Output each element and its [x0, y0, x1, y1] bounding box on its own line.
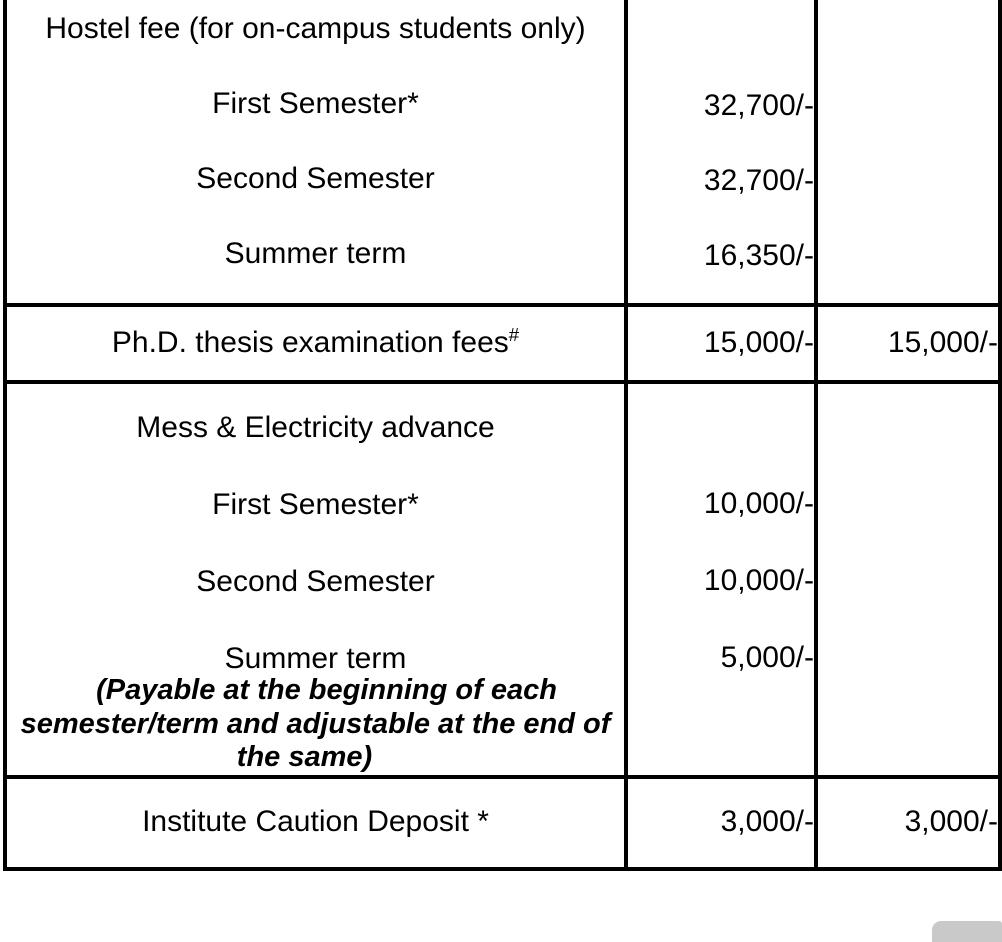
cell-label-phd-thesis-examination-fees — [5, 305, 626, 382]
footnote-hash-marker: # — [508, 324, 520, 345]
row-mess-label-line-1: First Semester* — [212, 488, 419, 521]
row-hostel-label-line-2: Second Semester — [196, 162, 435, 195]
row-hostel-amount1-line-2: 16,350/- — [703, 239, 814, 272]
row-deposit-label-line-0: Institute Caution Deposit * — [142, 804, 489, 838]
row-mess-amount1-line-0: 10,000/- — [703, 487, 814, 520]
row-phd-label-line-0 — [7, 307, 624, 380]
cell-amount-col1-hostel-fee — [626, 0, 816, 305]
row-hostel-label-line-1: First Semester* — [212, 87, 419, 120]
table-row-mess-electricity-advance — [5, 382, 1000, 777]
row-hostel-amount1-line-1: 32,700/- — [703, 164, 814, 197]
row-phd-amount1-line-0: 15,000/- — [703, 326, 814, 359]
row-phd-label-text: Ph.D. thesis examination fees — [111, 326, 509, 359]
table-row-phd-thesis-examination-fees — [5, 305, 1000, 382]
cell-amount-col2-phd-thesis-examination-fees — [816, 305, 1000, 382]
row-hostel-label-line-3: Summer term — [224, 237, 407, 270]
row-mess-label-line-3: Summer term — [224, 642, 407, 675]
cell-amount-col2-hostel-fee — [816, 0, 1000, 305]
row-phd-amount2-line-0: 15,000/- — [887, 326, 998, 359]
row-hostel-label-line-0: Hostel fee (for on-campus students only) — [45, 12, 586, 45]
row-deposit-amount1-line-0: 3,000/- — [720, 804, 814, 838]
row-mess-label-line-0: Mess & Electricity advance — [136, 411, 495, 444]
cell-amount-col2-institute-caution-deposit — [816, 777, 1000, 869]
row-hostel-amount1-line-0: 32,700/- — [703, 89, 814, 122]
row-mess-amount1-line-2: 5,000/- — [720, 641, 814, 674]
fee-structure-table — [3, 0, 1002, 871]
cell-amount-col1-mess-electricity-advance — [626, 382, 816, 777]
row-mess-payable-note: (Payable at the beginning of each semester/term and adjustable at the end of the same) — [20, 674, 611, 774]
cell-amount-col1-phd-thesis-examination-fees — [626, 305, 816, 382]
cell-label-hostel-fee — [5, 0, 626, 305]
cell-amount-col2-mess-electricity-advance — [816, 382, 1000, 777]
row-deposit-amount2-line-0: 3,000/- — [904, 804, 998, 838]
row-mess-amount1-line-1: 10,000/- — [703, 564, 814, 597]
row-mess-label-line-2: Second Semester — [196, 565, 435, 598]
table-row-hostel-fee — [5, 0, 1000, 305]
cell-amount-col1-institute-caution-deposit — [626, 777, 816, 869]
scrollbar-thumb[interactable] — [932, 921, 1002, 942]
cell-label-mess-electricity-advance — [5, 382, 626, 777]
